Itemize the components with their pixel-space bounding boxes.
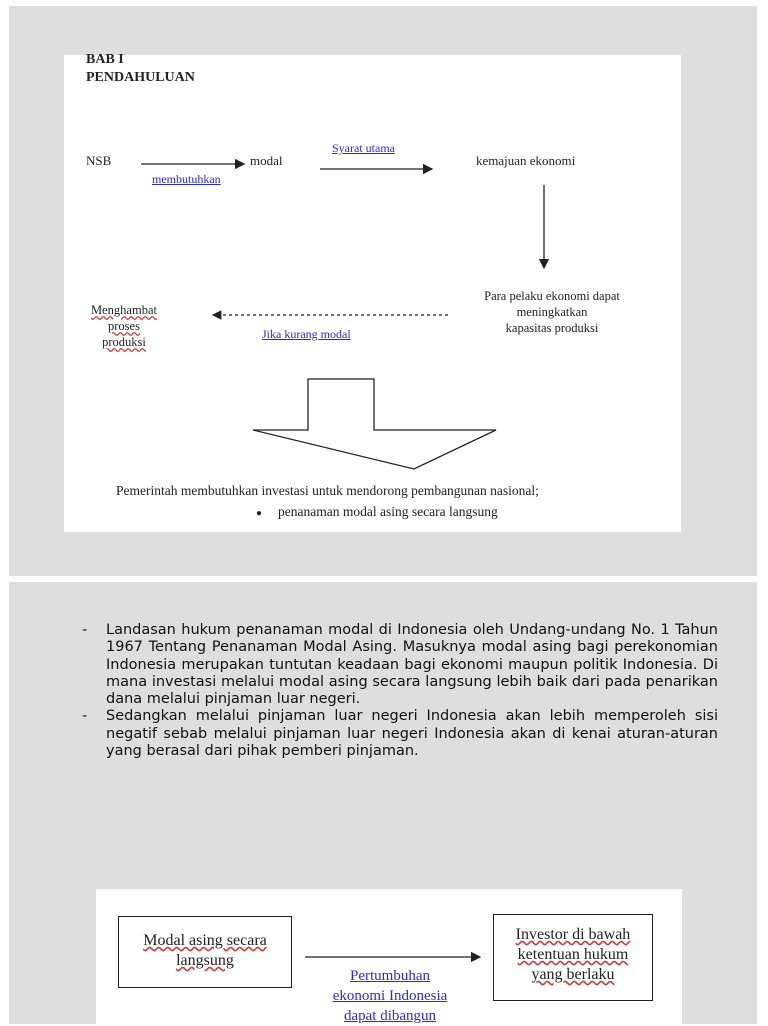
text-pemerintah: Pemerintah membutuhkan investasi untuk mendorong pembangunan nasional; [116, 483, 539, 498]
list-item-text: Landasan hukum penanaman modal di Indonesia oleh Undang-undang No. 1 Tahun 1967 Tentang Penanaman Modal Asing. Masuknya modal asing bagi perekonomian Indonesia merupakan tuntutan keadaan bagi ekonomi maupun politik Indonesia. Di mana investasi melalui modal asing secara langsung lebih baik dari pada penarikan dana melalui pinjaman luar negeri. [106, 622, 718, 708]
box-investor: Investor di bawah ketentuan hukum yang berlaku [493, 914, 653, 1001]
list-item [78, 708, 718, 760]
box-modal-asing: Modal asing secara langsung [118, 916, 292, 988]
label-syarat-utama: Syarat utama [332, 141, 395, 155]
label-jika-kurang-modal: Jika kurang modal [262, 327, 351, 341]
label-pertumbuhan: Pertumbuhan ekonomi Indonesia dapat dibangun [332, 968, 448, 1024]
label-pelaku-ekonomi: Para pelaku ekonomi dapat meningkatkan kapasitas produksi [484, 289, 620, 335]
slide-2-diagram [96, 889, 682, 1024]
bullet-dot: ● [256, 508, 263, 519]
slide-2-paragraphs [78, 622, 718, 760]
dash-marker: - [82, 622, 88, 638]
dash-marker: - [82, 708, 88, 725]
heading-pendahuluan: PENDAHULUAN [86, 70, 195, 85]
list-item-text: Sedangkan melalui pinjaman luar negeri Indonesia akan lebih memperoleh sisi negatif sebab melalui pinjaman luar negeri Indonesia akan di kenai aturan-aturan yang berasal dari pihak pemberi pinjaman. [106, 708, 718, 760]
list-item [78, 622, 718, 708]
label-menghambat: Menghambat proses produksi [91, 303, 157, 349]
label-membutuhkan: membutuhkan [152, 172, 221, 186]
label-kemajuan-ekonomi: kemajuan ekonomi [476, 153, 576, 168]
label-nsb: NSB [86, 153, 112, 168]
heading-bab: BAB I [86, 52, 124, 67]
bullet-text: penanaman modal asing secara langsung [278, 504, 498, 519]
big-down-arrow [253, 379, 496, 469]
label-modal: modal [250, 153, 283, 168]
slide-1-content [64, 52, 681, 532]
bullet-item [256, 504, 498, 520]
